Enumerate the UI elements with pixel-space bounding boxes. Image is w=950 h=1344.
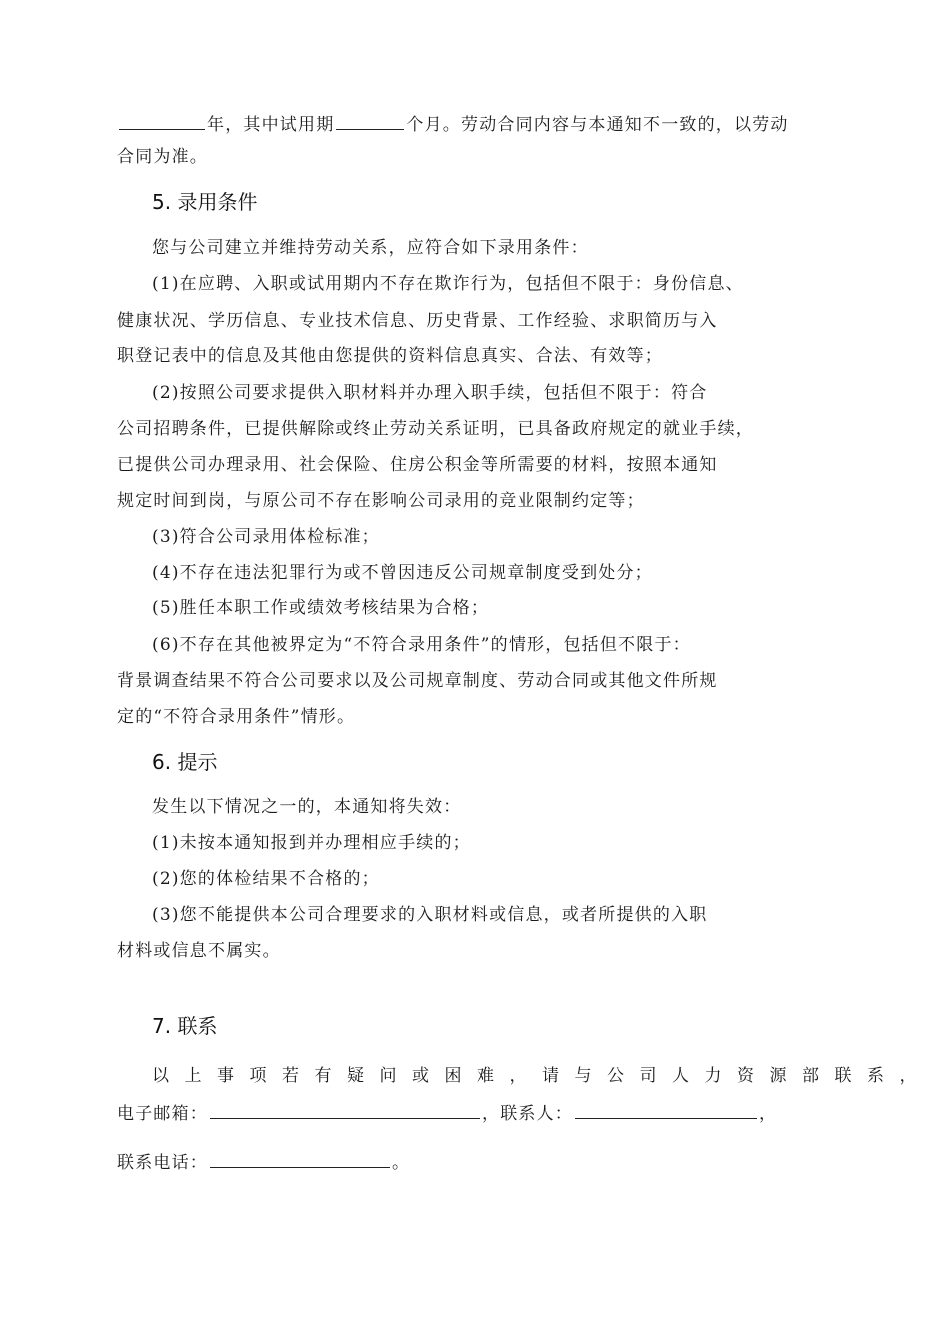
contact-line xyxy=(117,1100,777,1126)
contact-person-label: ，联系人： xyxy=(482,1104,573,1124)
contact-separator: ， xyxy=(759,1104,778,1124)
section-5-item-1-line-1: (1)在应聘、入职或试用期内不存在欺诈行为，包括但不限于：身份信息、 xyxy=(152,274,744,294)
section-5-item-6-line-3: 定的“不符合录用条件”情形。 xyxy=(117,707,356,727)
section-5-item-3: (3)符合公司录用体检标准； xyxy=(152,527,380,547)
section-5-lead: 您与公司建立并维持劳动关系，应符合如下录用条件： xyxy=(152,238,589,258)
section-5-item-4: (4)不存在违法犯罪行为或不曾因违反公司规章制度受到处分； xyxy=(152,563,653,583)
intro-line-1 xyxy=(117,111,789,137)
section-5-item-1-line-2: 健康状况、学历信息、专业技术信息、历史背景、工作经验、求职简历与入 xyxy=(117,311,718,331)
section-6-title: 6. 提示 xyxy=(152,750,218,774)
probation-blank[interactable] xyxy=(336,111,404,130)
section-5-item-1-line-3: 职登记表中的信息及其他由您提供的资料信息真实、合法、有效等； xyxy=(117,346,663,366)
section-6-item-2: (2)您的体检结果不合格的； xyxy=(152,869,380,889)
section-6-item-3-line-2: 材料或信息不属实。 xyxy=(117,941,281,961)
intro-text-a: 年，其中试用期 xyxy=(207,115,335,135)
section-5-item-5: (5)胜任本职工作或绩效考核结果为合格； xyxy=(152,598,490,618)
section-5-item-6-line-2: 背景调查结果不符合公司要求以及公司规章制度、劳动合同或其他文件所规 xyxy=(117,671,718,691)
intro-text-b: 个月。劳动合同内容与本通知不一致的，以劳动 xyxy=(406,115,789,135)
phone-line-end: 。 xyxy=(392,1153,411,1173)
email-blank[interactable] xyxy=(210,1100,480,1119)
email-label: 电子邮箱： xyxy=(117,1104,208,1124)
section-5-item-2-line-4: 规定时间到岗，与原公司不存在影响公司录用的竞业限制约定等； xyxy=(117,491,645,511)
phone-line xyxy=(117,1149,410,1175)
section-6-item-1: (1)未按本通知报到并办理相应手续的； xyxy=(152,833,471,853)
section-5-title: 5. 录用条件 xyxy=(152,190,258,214)
section-6-item-3-line-1: (3)您不能提供本公司合理要求的入职材料或信息，或者所提供的入职 xyxy=(152,905,708,925)
section-5-item-2-line-2: 公司招聘条件，已提供解除或终止劳动关系证明，已具备政府规定的就业手续， xyxy=(117,419,754,439)
intro-line-2: 合同为准。 xyxy=(117,147,208,167)
contact-person-blank[interactable] xyxy=(575,1100,757,1119)
section-5-item-6-line-1: (6)不存在其他被界定为“不符合录用条件”的情形，包括但不限于： xyxy=(152,635,691,655)
section-7-title: 7. 联系 xyxy=(152,1014,218,1038)
section-6-lead: 发生以下情况之一的，本通知将失效： xyxy=(152,797,462,817)
phone-blank[interactable] xyxy=(210,1149,390,1168)
contract-term-blank[interactable] xyxy=(119,111,205,130)
section-7-lead: 以上事项若有疑问或困难，请与公司人力资源部联系， xyxy=(152,1066,932,1086)
phone-label: 联系电话： xyxy=(117,1153,208,1173)
section-5-item-2-line-1: (2)按照公司要求提供入职材料并办理入职手续，包括但不限于：符合 xyxy=(152,383,708,403)
section-5-item-2-line-3: 已提供公司办理录用、社会保险、住房公积金等所需要的材料，按照本通知 xyxy=(117,455,718,475)
